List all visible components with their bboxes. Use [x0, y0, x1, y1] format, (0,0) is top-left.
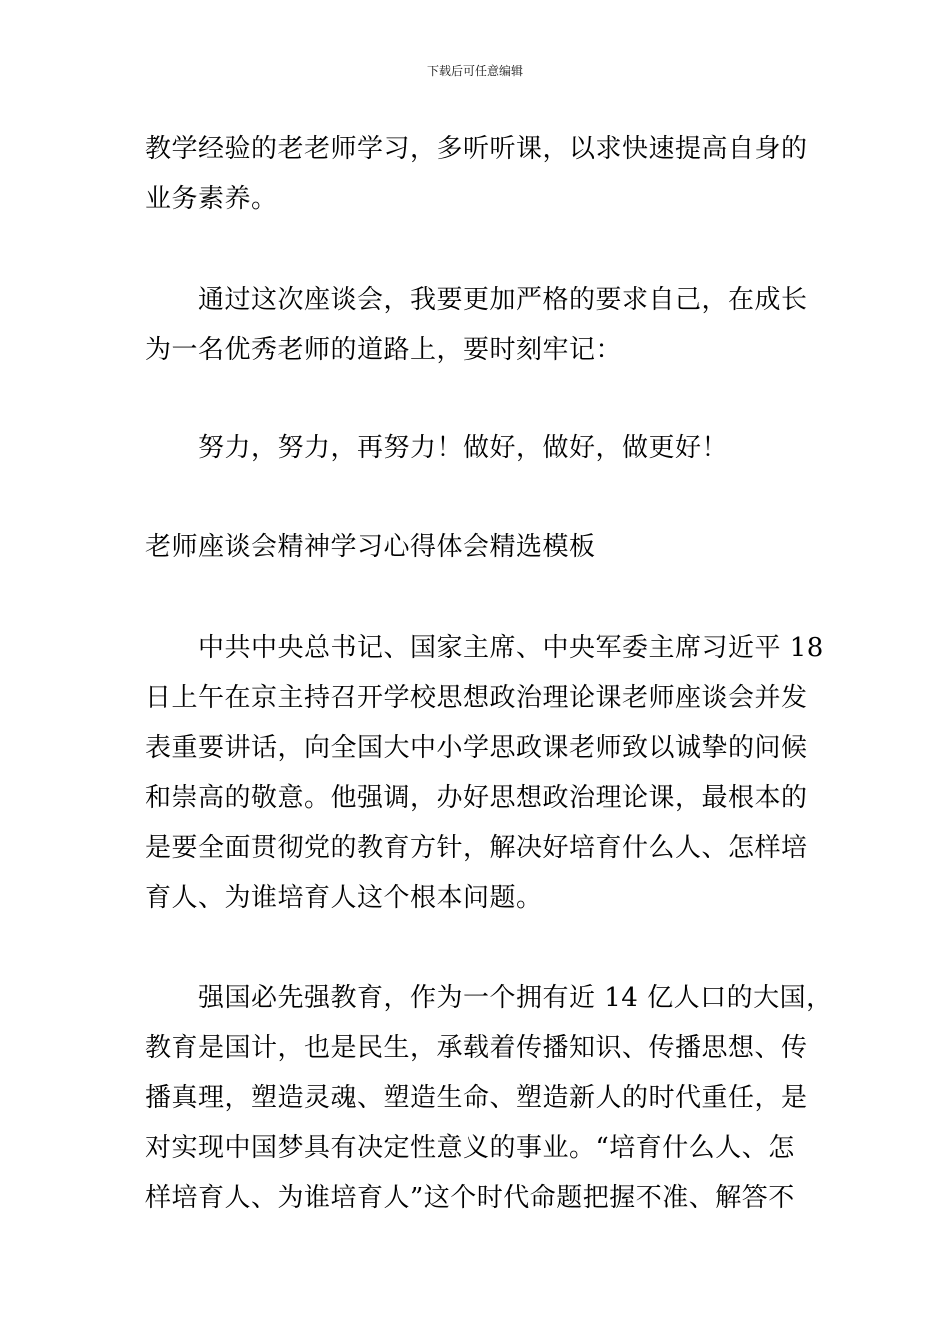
body-text-line: 对实现中国梦具有决定性意义的事业。“培育什么人、怎	[145, 1133, 795, 1163]
body-text-line: 教学经验的老老师学习，多听听课，以求快速提高自身的	[145, 134, 808, 164]
page-header: 下载后可任意编辑	[426, 64, 523, 78]
body-text-line: 育人、为谁培育人这个根本问题。	[145, 883, 543, 913]
body-text-line: 表重要讲话，向全国大中小学思政课老师致以诚挚的问候	[145, 733, 808, 763]
section-title: 老师座谈会精神学习心得体会精选模板	[145, 532, 596, 562]
body-text-line: 为一名优秀老师的道路上，要时刻牢记：	[145, 335, 623, 365]
body-text-line: 是要全面贯彻党的教育方针，解决好培育什么人、怎样培	[145, 833, 808, 863]
body-text-line: 样培育人、为谁培育人”这个时代命题把握不准、解答不	[145, 1183, 795, 1213]
body-text-line: 努力，努力，再努力！做好，做好，做更好！	[198, 433, 729, 463]
body-text-line: 业务素养。	[145, 184, 278, 214]
body-text-line: 和崇高的敬意。他强调，办好思想政治理论课，最根本的	[145, 783, 808, 813]
body-text-line: 播真理，塑造灵魂、塑造生命、塑造新人的时代重任，是	[145, 1083, 808, 1113]
body-text-line: 日上午在京主持召开学校思想政治理论课老师座谈会并发	[145, 683, 808, 713]
body-text-line: 教育是国计，也是民生，承载着传播知识、传播思想、传	[145, 1033, 808, 1063]
body-text-line: 中共中央总书记、国家主席、中央军委主席习近平 18	[198, 633, 824, 663]
body-text-line: 通过这次座谈会，我要更加严格的要求自己，在成长	[198, 285, 808, 315]
body-text-line: 强国必先强教育，作为一个拥有近 14 亿人口的大国，	[198, 983, 833, 1013]
